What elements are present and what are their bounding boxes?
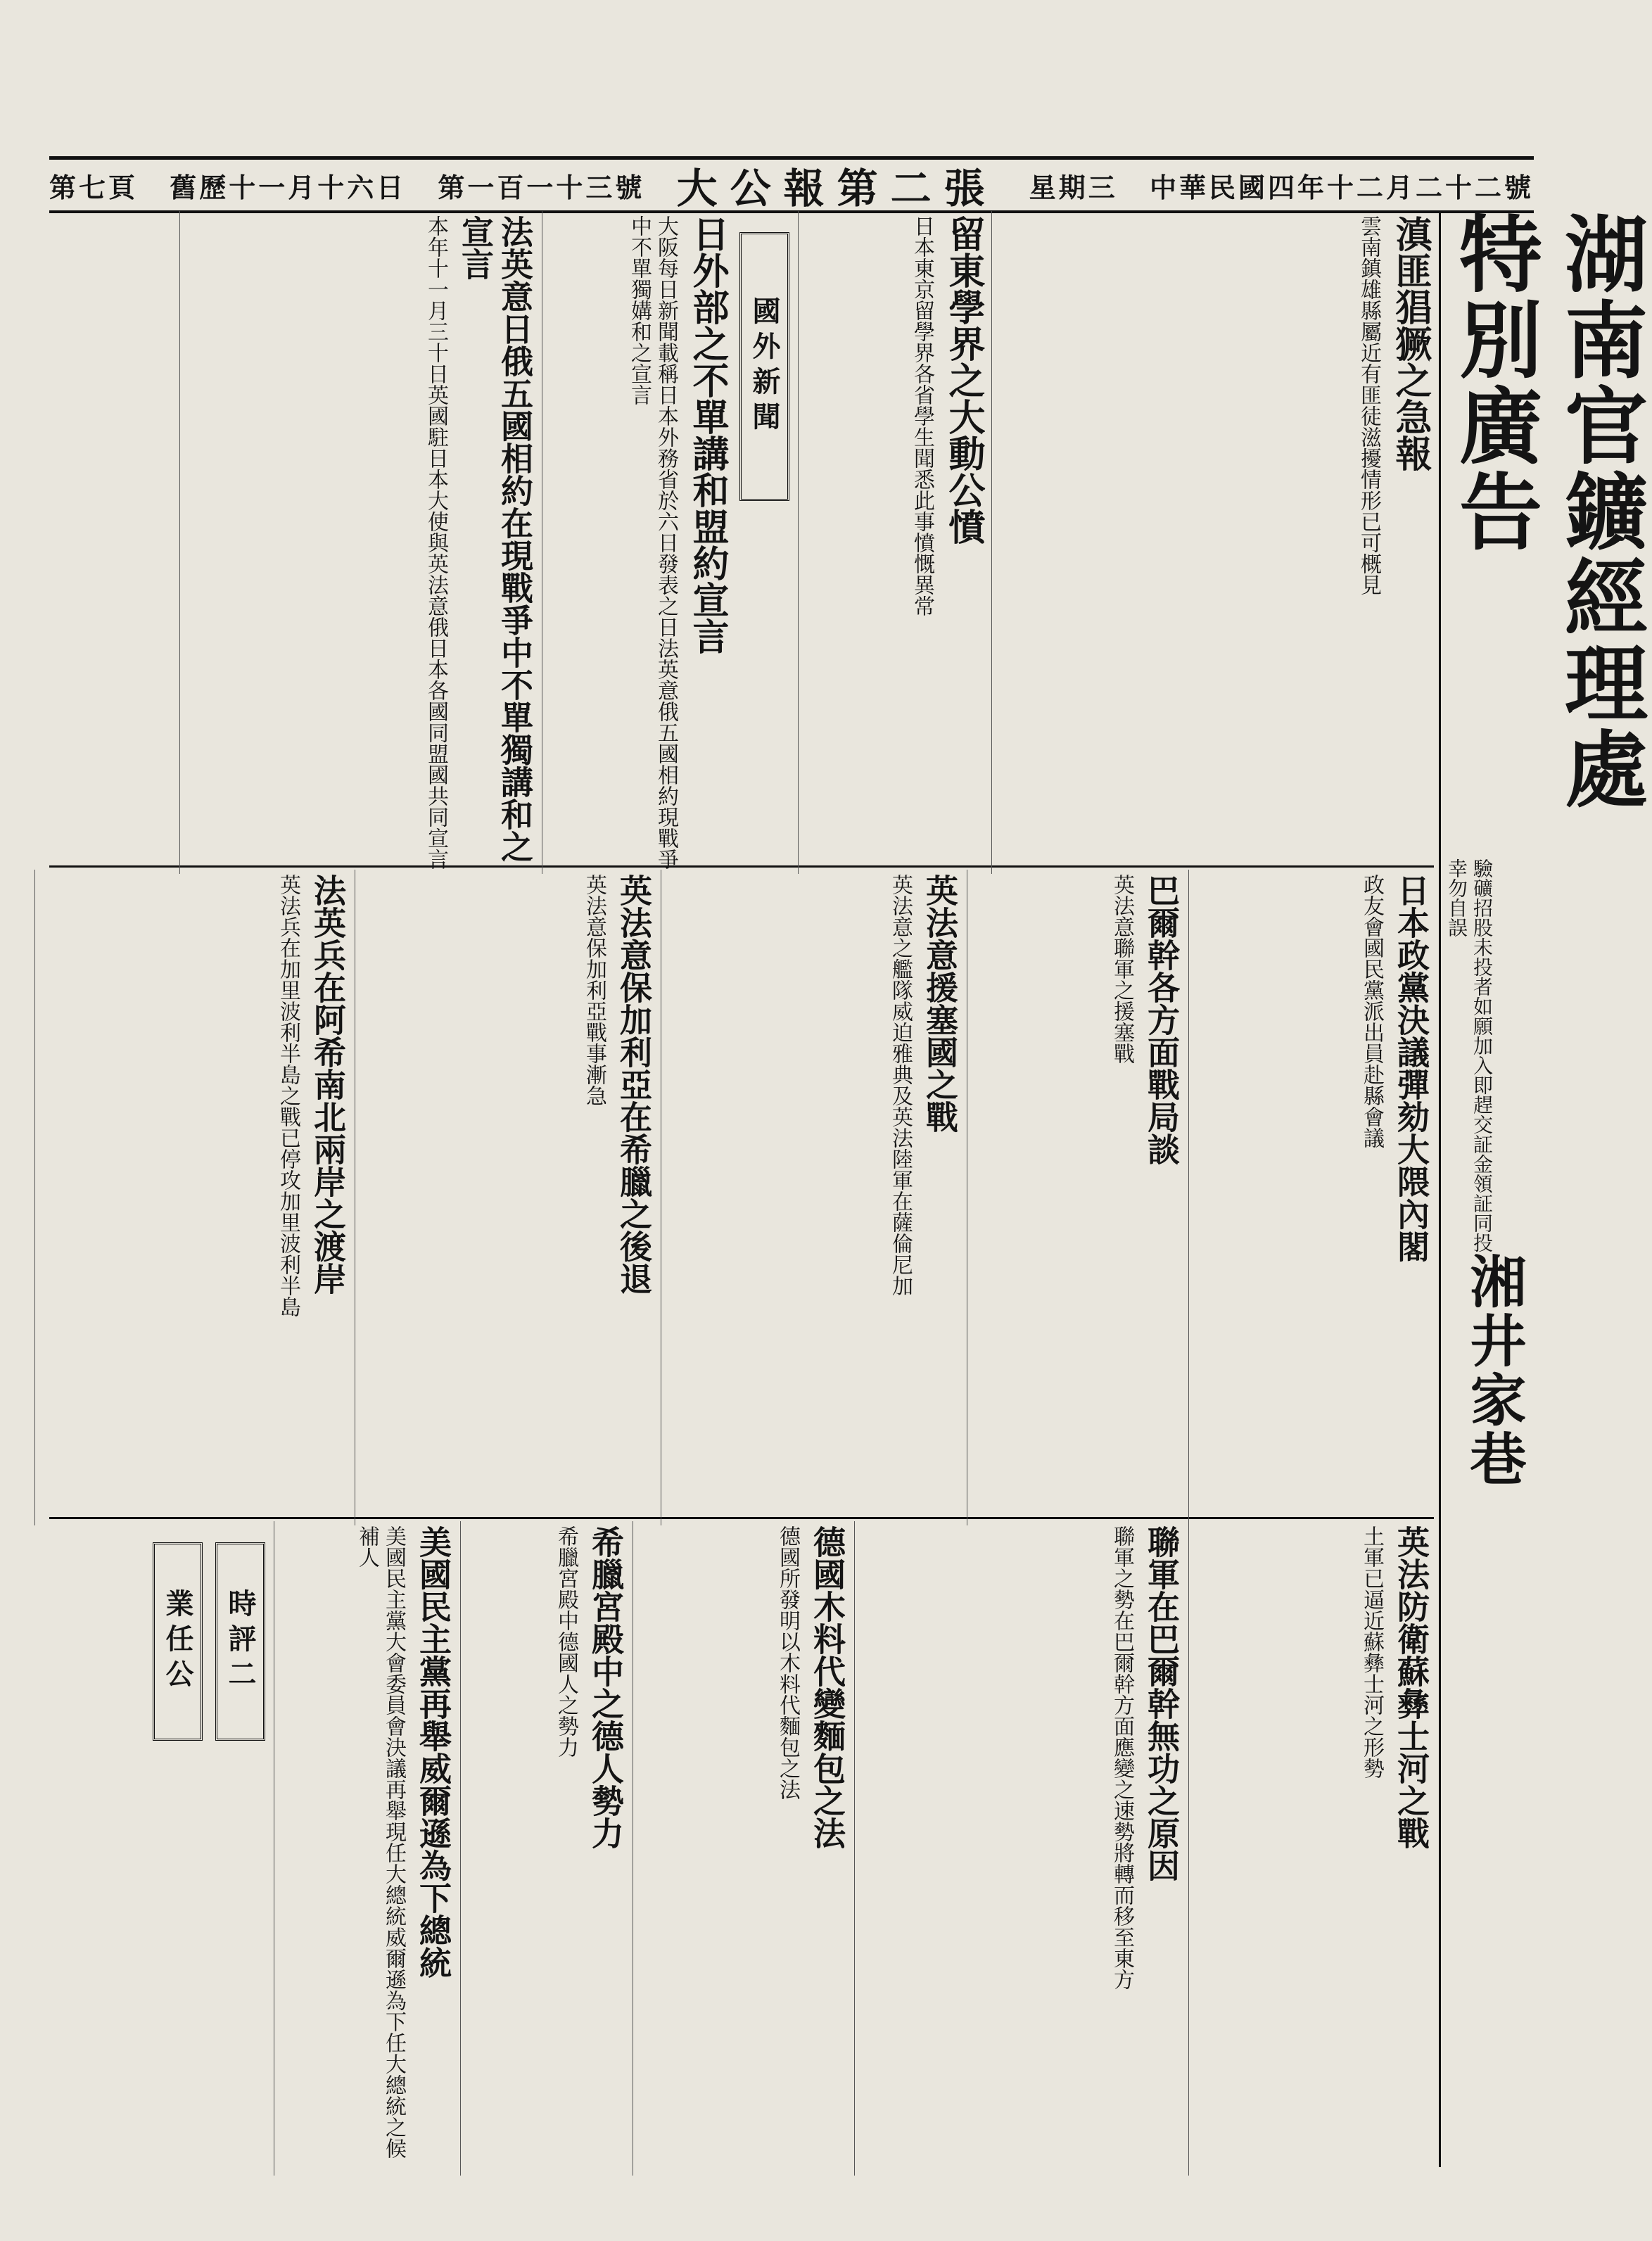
article-body: 聯軍之勢在巴爾幹方面應變之速勢將轉而移至東方 — [1110, 1525, 1134, 1990]
headline: 滇匪猖獗之急報 — [1389, 215, 1432, 471]
article-japan-politics — [1188, 870, 1434, 1525]
headline: 留東學界之大動公憤 — [942, 215, 985, 545]
section-appointments: 業任公 — [153, 1542, 203, 1741]
article-body: 英法意之艦隊威迫雅典及英法陸軍在薩倫尼加 — [888, 874, 913, 1296]
edition-date: 中華民國四年十二月二十二號 — [1149, 171, 1534, 203]
headline: 英法意保加利亞在希臘之後退 — [615, 874, 653, 1295]
headline: 德國木料代變麵包之法 — [808, 1525, 846, 1849]
ad-title: 湖南官鑛經理處特別廣告 — [1445, 211, 1648, 812]
article-japan-declaration — [542, 211, 731, 874]
ad-notice: 驗礦招股未投者如願加入即趕交証金領証同投幸勿自誤 — [1445, 858, 1494, 1252]
news-content — [49, 211, 1434, 2167]
bottom-band — [49, 1521, 1434, 2167]
article-allied-failure — [854, 1521, 1184, 2176]
article-us-democrats — [274, 1521, 456, 2176]
masthead — [49, 156, 1534, 213]
newspaper-title: 大公報第二張 — [676, 165, 998, 212]
headline: 法英意日俄五國相約在現戰爭中不單獨講和之宣言 — [457, 215, 534, 863]
article-body: 大阪每日新聞載稱日本外務省於六日發表之日法英意俄五國相約現戰爭中不單獨媾和之宣言 — [627, 215, 678, 870]
article-greek-palace — [460, 1521, 628, 2176]
headline: 英法防衛蘇彝士河之戰 — [1392, 1525, 1430, 1849]
article-yunnan — [991, 211, 1434, 874]
headline: 希臘宮殿中之德人勢力 — [587, 1525, 625, 1849]
article-body: 本年十一月三十日英國駐日本大使與英法意俄日本各國同盟國共同宣言 — [424, 215, 448, 870]
page-number: 第七頁 — [49, 171, 139, 203]
headline: 美國民主黨再舉威爾遜為下總統 — [414, 1525, 452, 1979]
middle-band — [49, 870, 1434, 1519]
section-foreign-news: 國外新聞 — [739, 232, 789, 501]
article-body: 英法意保加利亞戰事漸急 — [582, 874, 606, 1106]
article-students — [798, 211, 987, 874]
section-current-review: 時評二 — [215, 1542, 265, 1741]
advertisement-column — [1439, 211, 1648, 2167]
article-alliance — [179, 211, 538, 874]
weekday: 星期三 — [1029, 171, 1118, 203]
article-suez — [1188, 1521, 1434, 2176]
headline: 巴爾幹各方面戰局談 — [1143, 874, 1181, 1165]
headline: 日外部之不單講和盟約宣言 — [686, 215, 729, 654]
article-body: 美國民主黨大會委員會決議再舉現任大總統威爾遜為下任大總統之候補人 — [355, 1525, 406, 2159]
article-body: 土軍已逼近蘇彝士河之形勢 — [1359, 1525, 1384, 1779]
article-german-wood — [633, 1521, 850, 2176]
article-body: 希臘宮殿中德國人之勢力 — [554, 1525, 578, 1758]
headline: 聯軍在巴爾幹無功之原因 — [1143, 1525, 1181, 1881]
headline: 法英兵在阿希南北兩岸之渡岸 — [309, 874, 347, 1295]
article-greece — [355, 870, 656, 1525]
article-body: 德國所發明以木料代麵包之法 — [775, 1525, 800, 1800]
issue-number: 第一百一十三號 — [438, 171, 645, 203]
article-gallipoli — [34, 870, 350, 1525]
article-body: 英法兵在加里波利半島之戰已停攻加里波利半島 — [276, 874, 300, 1317]
headline: 英法意援塞國之戰 — [921, 874, 959, 1133]
ad-second-title: 湘井家巷 — [1461, 1252, 1527, 1489]
article-body: 雲南鎮雄縣屬近有匪徒滋擾情形已可概見 — [1356, 215, 1381, 595]
article-serbia-aid — [661, 870, 962, 1525]
article-body: 英法意聯軍之援塞戰 — [1110, 874, 1134, 1064]
lunar-date: 舊歷十一月十六日 — [170, 171, 407, 203]
headline: 日本政黨決議彈劾大隈內閣 — [1392, 874, 1430, 1262]
article-balkan — [967, 870, 1184, 1525]
article-body: 政友會國民黨派出員赴縣會議 — [1359, 874, 1384, 1148]
article-body: 日本東京留學界各省學生聞悉此事憤慨異常 — [910, 215, 934, 616]
top-band — [49, 211, 1434, 868]
